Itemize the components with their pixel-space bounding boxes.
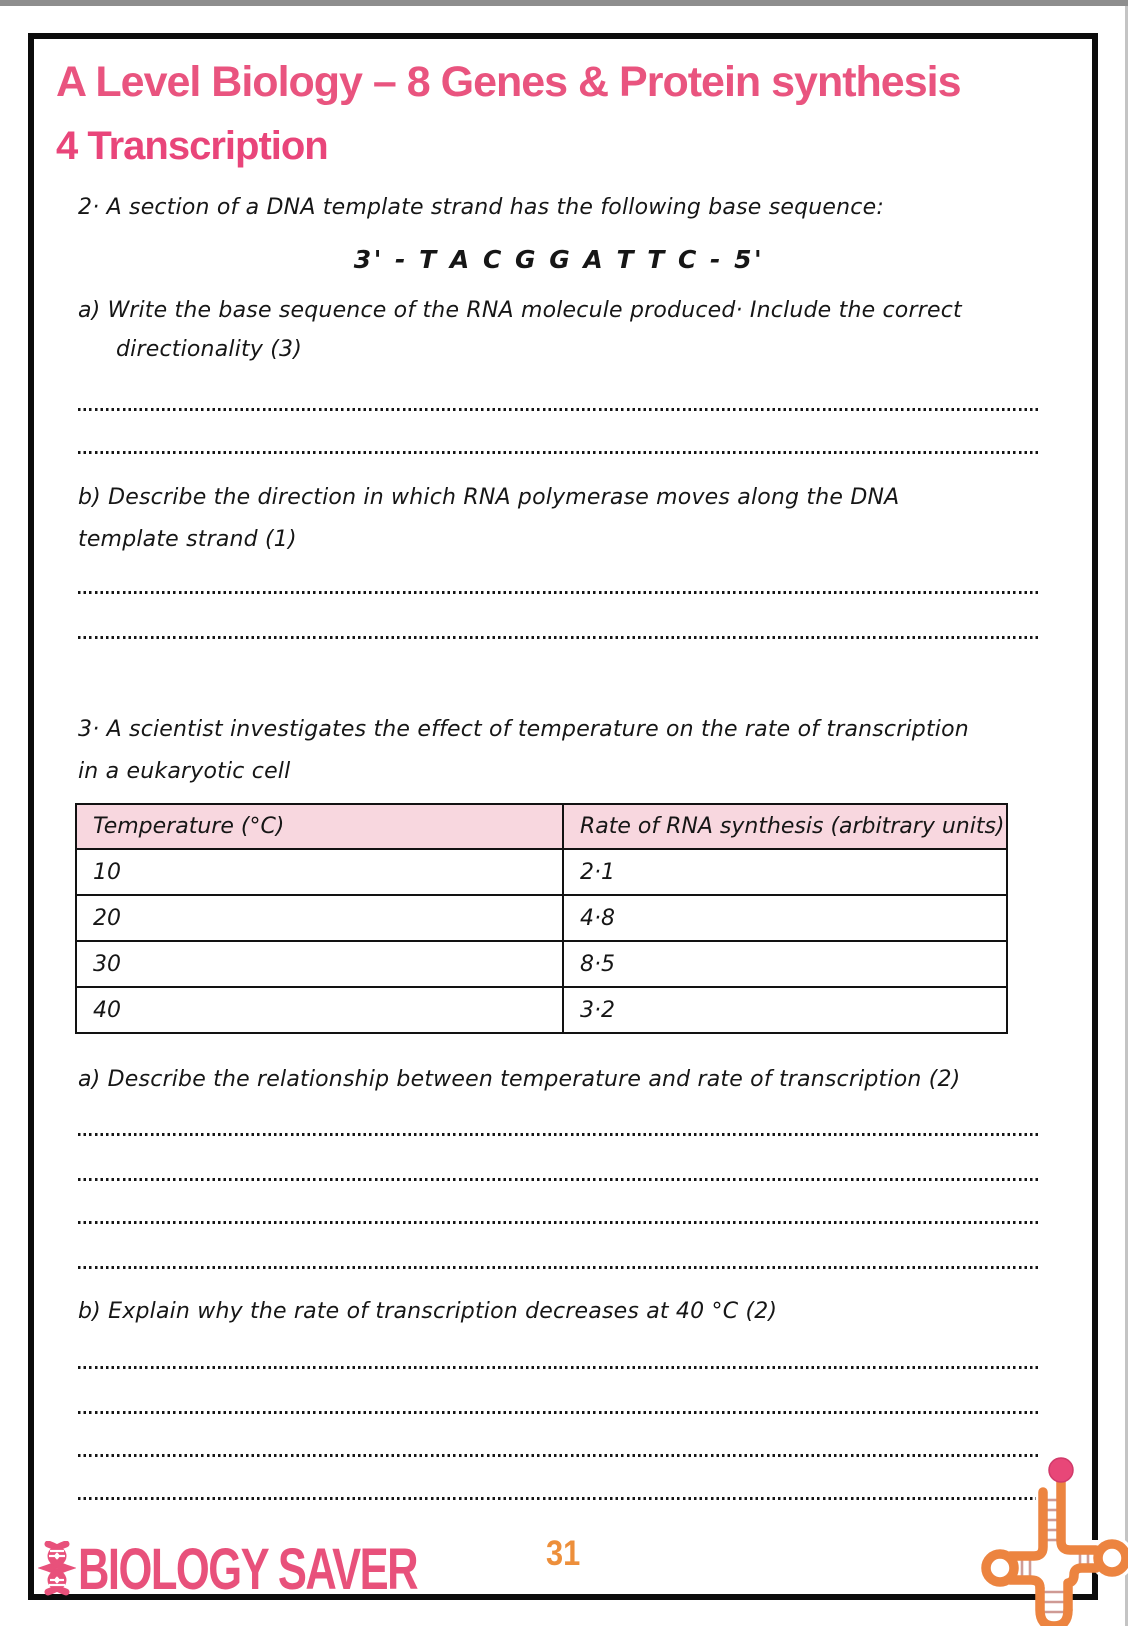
page-title: A Level Biology – 8 Genes & Protein synthesis bbox=[56, 58, 961, 106]
cell-temperature: 20 bbox=[76, 895, 563, 941]
question-3-intro-line2: in a eukaryotic cell bbox=[78, 759, 291, 784]
table-row bbox=[76, 849, 1007, 895]
cell-temperature: 40 bbox=[76, 987, 563, 1033]
cell-temperature: 30 bbox=[76, 941, 563, 987]
question-3b: b) Explain why the rate of transcription decreases at 40 °C (2) bbox=[78, 1299, 778, 1324]
answer-line bbox=[78, 591, 1040, 594]
brand-logo bbox=[38, 1537, 530, 1602]
question-2-intro: 2· A section of a DNA template strand has the following base sequence: bbox=[78, 195, 884, 220]
answer-line bbox=[78, 408, 1040, 411]
answer-line bbox=[78, 636, 1040, 639]
results-table bbox=[75, 803, 1008, 1034]
table-header-rate: Rate of RNA synthesis (arbitrary units) bbox=[563, 804, 1007, 849]
table-row bbox=[76, 941, 1007, 987]
cell-rate: 8·5 bbox=[563, 941, 1007, 987]
cell-rate: 2·1 bbox=[563, 849, 1007, 895]
brand-name: BIOLOGY SAVER bbox=[78, 1537, 418, 1602]
answer-line bbox=[78, 1497, 1040, 1500]
answer-line bbox=[78, 1178, 1040, 1181]
trna-icon bbox=[978, 1448, 1128, 1626]
question-3a: a) Describe the relationship between temperature and rate of transcription (2) bbox=[78, 1067, 961, 1092]
question-3-intro-line1: 3· A scientist investigates the effect of temperature on the rate of transcription bbox=[78, 717, 969, 742]
cell-rate: 4·8 bbox=[563, 895, 1007, 941]
answer-line bbox=[78, 451, 1040, 454]
cell-rate: 3·2 bbox=[563, 987, 1007, 1033]
answer-line bbox=[78, 1266, 1040, 1269]
question-2b-line2: template strand (1) bbox=[78, 527, 297, 552]
table-header-temperature: Temperature (°C) bbox=[76, 804, 563, 849]
answer-line bbox=[78, 1411, 1040, 1414]
question-2b-line1: b) Describe the direction in which RNA polymerase moves along the DNA bbox=[78, 485, 900, 510]
cell-temperature: 10 bbox=[76, 849, 563, 895]
question-2a-line1: a) Write the base sequence of the RNA molecule produced· Include the correct bbox=[78, 298, 962, 323]
dna-base-sequence: 3' - T A C G G A T T C - 5' bbox=[353, 245, 765, 274]
table-header-row bbox=[76, 804, 1007, 849]
question-2a-line2: directionality (3) bbox=[116, 337, 303, 362]
page-number: 31 bbox=[546, 1534, 581, 1573]
dna-helix-icon bbox=[38, 1541, 76, 1599]
answer-line bbox=[78, 1454, 1040, 1457]
section-title: 4 Transcription bbox=[56, 124, 328, 168]
answer-line bbox=[78, 1366, 1040, 1369]
answer-line bbox=[78, 1221, 1040, 1224]
answer-line bbox=[78, 1133, 1040, 1136]
table-row bbox=[76, 987, 1007, 1033]
table-row bbox=[76, 895, 1007, 941]
window-top-edge bbox=[0, 0, 1128, 6]
